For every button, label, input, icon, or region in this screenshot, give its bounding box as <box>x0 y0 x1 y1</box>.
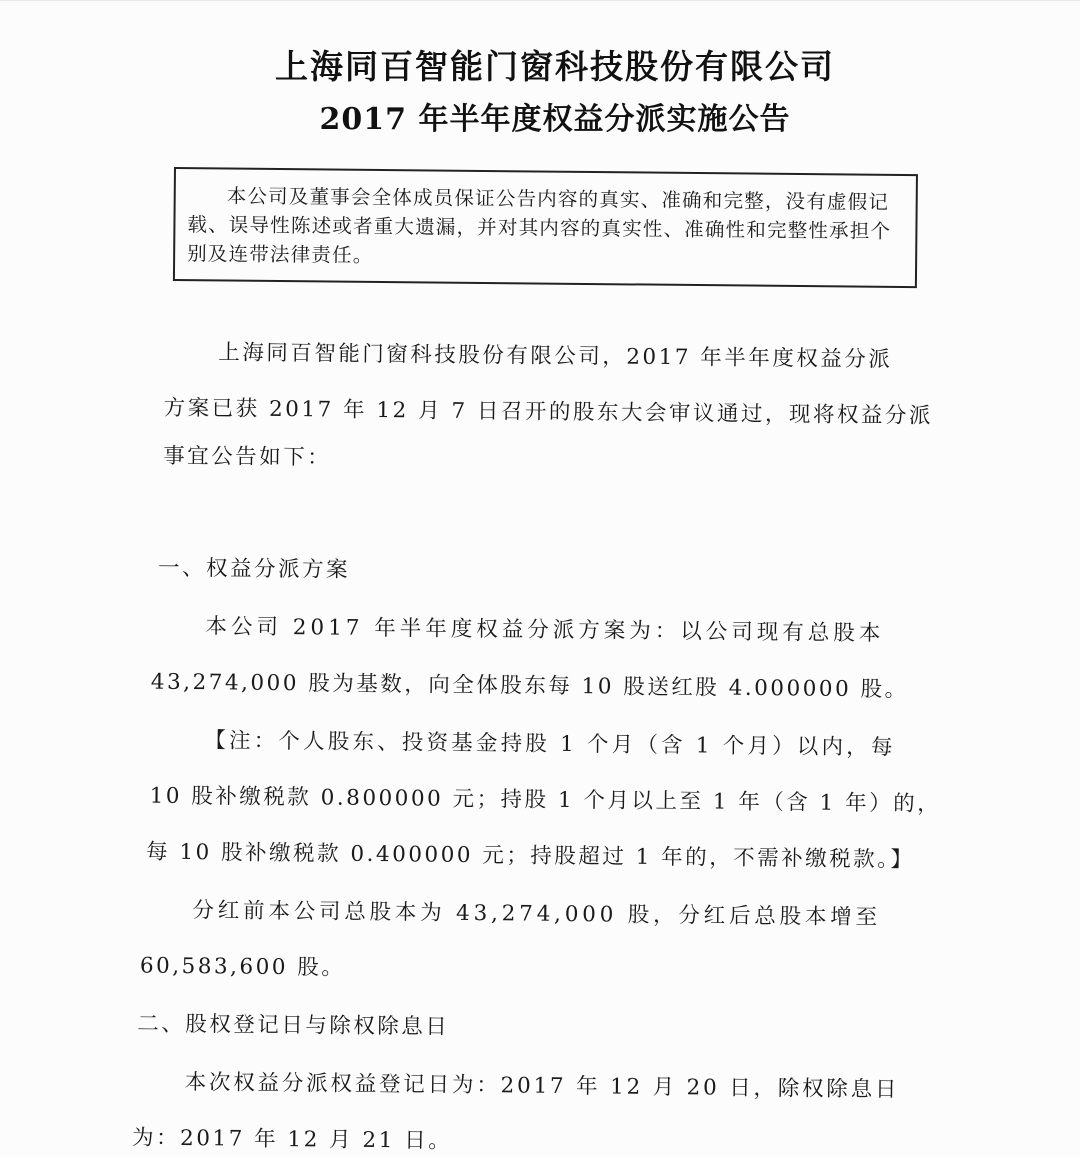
section-line: 本公司 2017 年半年度权益分派方案为：以公司现有总股本 <box>205 614 885 647</box>
section-heading: 二、股权登记日与除权除息日 <box>137 1011 450 1040</box>
section-line: 【注：个人股东、投资基金持股 1 个月（含 1 个月）以内，每 <box>204 728 896 761</box>
section-line: 每 10 股补缴税款 0.400000 元；持股超过 1 年的，不需补缴税款。】 <box>145 839 915 873</box>
section-line: 43,274,000 股为基数，向全体股东每 10 股送红股 4.000000 股。 <box>150 669 909 703</box>
disclaimer-box <box>173 167 918 288</box>
intro-line: 方案已获 2017 年 12 月 7 日召开的股东大会审议通过，现将权益分派 <box>163 395 934 429</box>
disclaimer-text: 本公司及董事会全体成员保证公告内容的真实、准确和完整，没有虚假记载、误导性陈述或者重大遗漏，并对其内容的真实性、准确性和完整性承担个别及连带法律责任。 <box>187 184 892 267</box>
section-line: 60,583,600 股。 <box>139 953 346 981</box>
document-title: 上海同百智能门窗科技股份有限公司 <box>275 47 835 86</box>
section-line: 10 股补缴税款 0.800000 元；持股 1 个月以上至 1 年（含 1 年）的， <box>149 783 942 817</box>
document-subtitle: 2017 年半年度权益分派实施公告 <box>319 102 791 137</box>
section-line: 为：2017 年 12 月 21 日。 <box>131 1125 453 1154</box>
section-line: 本次权益分派权益登记日为：2017 年 12 月 20 日，除权除息日 <box>184 1069 900 1103</box>
intro-line: 上海同百智能门窗科技股份有限公司，2017 年半年度权益分派 <box>218 340 893 373</box>
section-heading: 一、权益分派方案 <box>157 555 351 583</box>
intro-line: 事宜公告如下： <box>163 443 332 471</box>
section-line: 分红前本公司总股本为 43,274,000 股，分红后总股本增至 <box>192 898 881 931</box>
